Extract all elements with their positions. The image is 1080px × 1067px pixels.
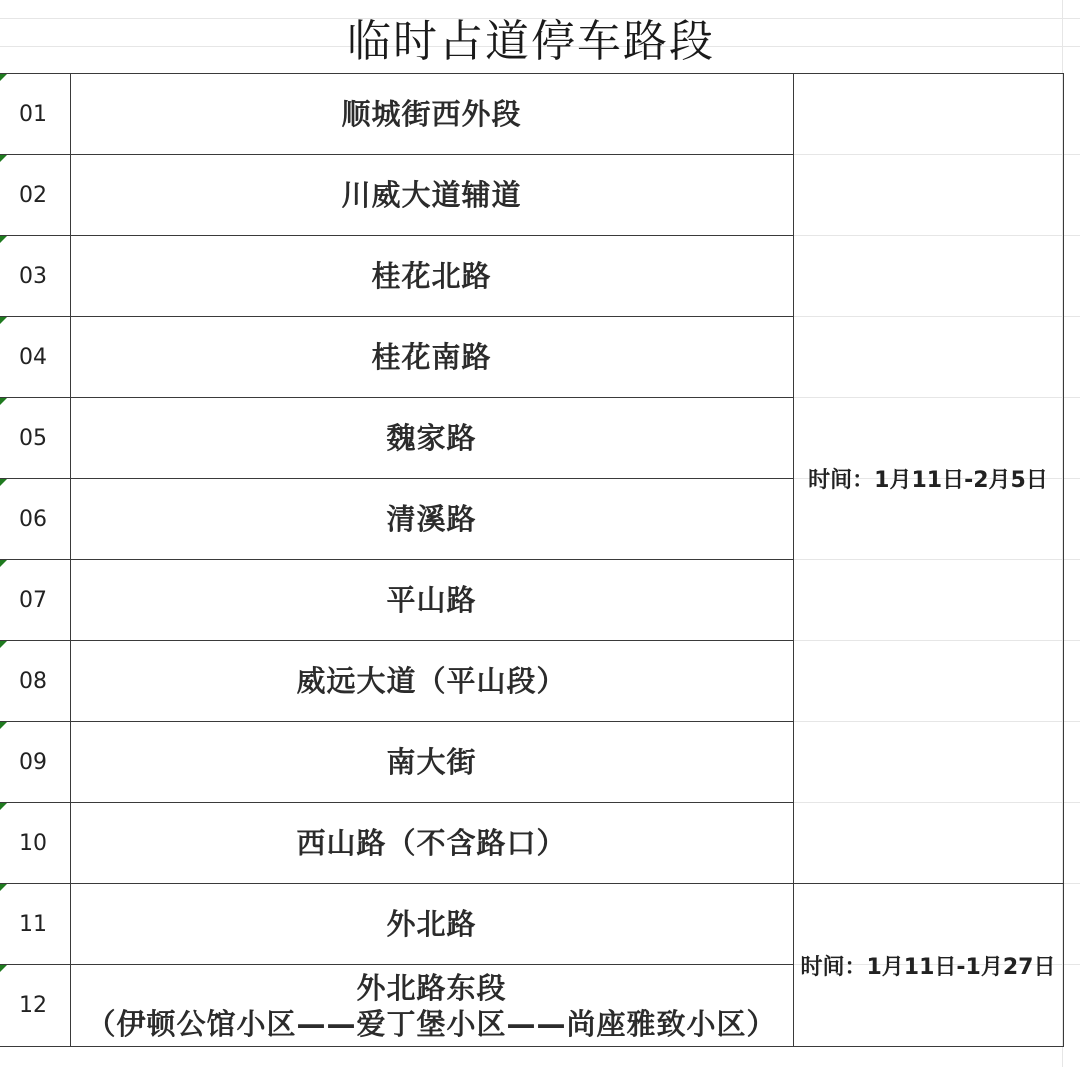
cell-marker-icon bbox=[0, 317, 7, 324]
row-number-cell[interactable] bbox=[0, 803, 70, 884]
road-name-cell[interactable]: 顺城街西外段 bbox=[70, 74, 793, 155]
road-name-subline: （伊顿公馆小区——爱丁堡小区——尚座雅致小区） bbox=[86, 1006, 777, 1041]
row-number: 08 bbox=[19, 668, 47, 694]
road-name-cell[interactable] bbox=[70, 965, 793, 1047]
row-number-cell[interactable] bbox=[0, 884, 70, 965]
row-number: 09 bbox=[19, 749, 47, 775]
cell-marker-icon bbox=[0, 560, 7, 567]
row-number: 11 bbox=[19, 911, 47, 937]
row-number: 06 bbox=[19, 506, 47, 532]
row-number-cell[interactable] bbox=[0, 74, 70, 155]
cell-marker-icon bbox=[0, 479, 7, 486]
cell-marker-icon bbox=[0, 74, 7, 81]
road-name-cell[interactable]: 威远大道（平山段） bbox=[70, 641, 793, 722]
row-number: 07 bbox=[19, 587, 47, 613]
road-name-cell[interactable]: 桂花南路 bbox=[70, 317, 793, 398]
road-name-cell[interactable]: 清溪路 bbox=[70, 479, 793, 560]
road-table bbox=[0, 73, 1064, 1047]
row-number-cell[interactable] bbox=[0, 398, 70, 479]
road-name-cell[interactable]: 桂花北路 bbox=[70, 236, 793, 317]
row-number-cell[interactable] bbox=[0, 722, 70, 803]
row-number: 12 bbox=[19, 993, 47, 1018]
time-cell[interactable]: 时间：1月11日-1月27日 bbox=[793, 884, 1063, 1047]
cell-marker-icon bbox=[0, 803, 7, 810]
row-number: 05 bbox=[19, 425, 47, 451]
road-name-cell[interactable]: 平山路 bbox=[70, 560, 793, 641]
row-number-cell[interactable] bbox=[0, 965, 70, 1047]
row-number-cell[interactable] bbox=[0, 317, 70, 398]
row-number: 03 bbox=[19, 263, 47, 289]
row-number: 01 bbox=[19, 101, 47, 127]
cell-marker-icon bbox=[0, 236, 7, 243]
page-title: 临时占道停车路段 bbox=[347, 16, 715, 67]
table-row bbox=[0, 74, 1063, 155]
cell-marker-icon bbox=[0, 155, 7, 162]
row-number-cell[interactable] bbox=[0, 236, 70, 317]
road-name-cell[interactable]: 魏家路 bbox=[70, 398, 793, 479]
row-number-cell[interactable] bbox=[0, 479, 70, 560]
road-name-cell[interactable]: 西山路（不含路口） bbox=[70, 803, 793, 884]
row-number: 10 bbox=[19, 830, 47, 856]
row-number: 02 bbox=[19, 182, 47, 208]
row-number-cell[interactable] bbox=[0, 641, 70, 722]
road-name-cell[interactable]: 外北路 bbox=[70, 884, 793, 965]
road-name-line: 外北路东段 bbox=[356, 970, 507, 1005]
cell-marker-icon bbox=[0, 398, 7, 405]
cell-marker-icon bbox=[0, 722, 7, 729]
cell-marker-icon bbox=[0, 641, 7, 648]
road-name-cell[interactable]: 川威大道辅道 bbox=[70, 155, 793, 236]
time-cell[interactable]: 时间：1月11日-2月5日 bbox=[793, 74, 1063, 884]
road-name-cell[interactable]: 南大街 bbox=[70, 722, 793, 803]
table-row bbox=[0, 884, 1063, 965]
cell-marker-icon bbox=[0, 965, 7, 972]
row-number: 04 bbox=[19, 344, 47, 370]
cell-marker-icon bbox=[0, 884, 7, 891]
row-number-cell[interactable] bbox=[0, 560, 70, 641]
row-number-cell[interactable] bbox=[0, 155, 70, 236]
